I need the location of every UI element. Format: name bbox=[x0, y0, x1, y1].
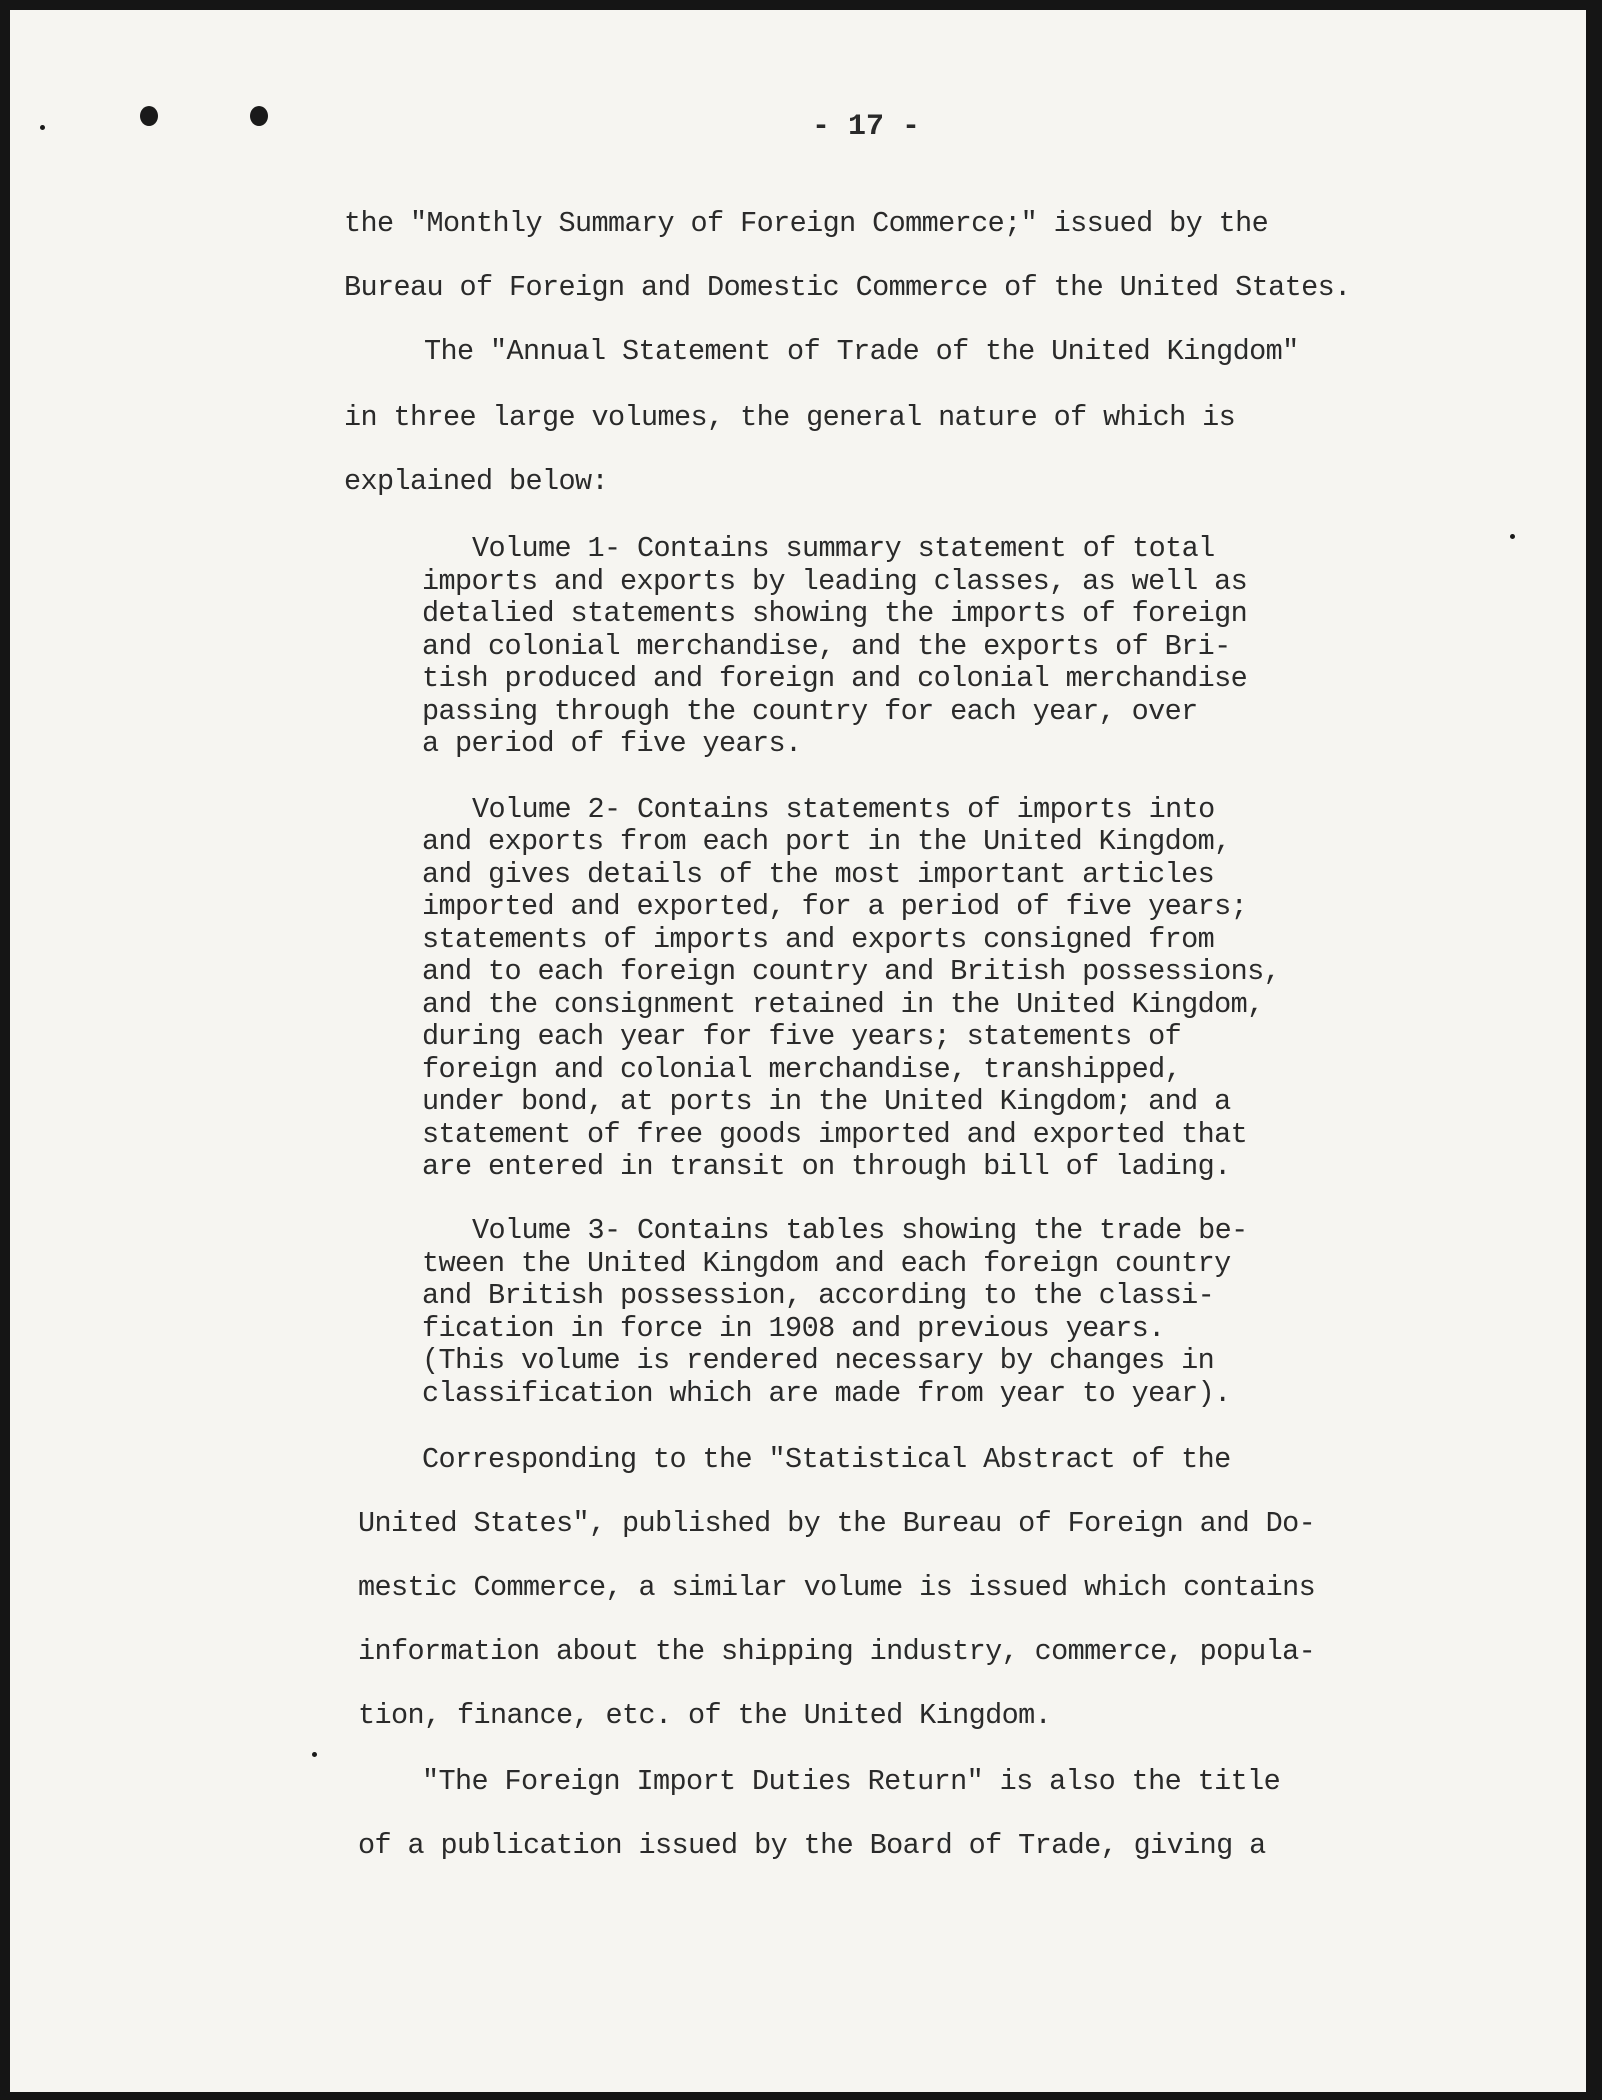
text-line: "The Foreign Import Duties Return" is also the title bbox=[422, 1765, 1281, 1798]
binder-hole-right bbox=[250, 106, 268, 126]
text-line: explained below: bbox=[344, 465, 609, 498]
text-line: mestic Commerce, a similar volume is issued which contains bbox=[358, 1571, 1316, 1604]
text-line: tween the United Kingdom and each foreign country bbox=[422, 1247, 1231, 1280]
text-line: United States", published by the Bureau of Foreign and Do- bbox=[358, 1507, 1316, 1540]
text-line: passing through the country for each year, over bbox=[422, 695, 1198, 728]
speck bbox=[40, 125, 45, 130]
binder-hole-left bbox=[140, 106, 158, 126]
text-line: detalied statements showing the imports of foreign bbox=[422, 597, 1248, 630]
text-line: and colonial merchandise, and the exports of Bri- bbox=[422, 630, 1231, 663]
text-line: Bureau of Foreign and Domestic Commerce of the United States. bbox=[344, 271, 1351, 304]
page-number: - 17 - bbox=[812, 110, 921, 144]
document-page bbox=[10, 10, 1586, 2092]
text-line: and to each foreign country and British possessions, bbox=[422, 955, 1281, 988]
text-line: a period of five years. bbox=[422, 727, 802, 760]
text-line: tish produced and foreign and colonial merchandise bbox=[422, 662, 1248, 695]
text-line: under bond, at ports in the United Kingdom; and a bbox=[422, 1085, 1231, 1118]
text-line: Volume 1- Contains summary statement of total bbox=[472, 532, 1215, 565]
text-line: statements of imports and exports consigned from bbox=[422, 923, 1215, 956]
text-line: Volume 2- Contains statements of imports into bbox=[472, 793, 1215, 826]
text-line: Volume 3- Contains tables showing the trade be- bbox=[472, 1214, 1248, 1247]
text-line: statement of free goods imported and exported that bbox=[422, 1118, 1248, 1151]
text-line: Corresponding to the "Statistical Abstract of the bbox=[422, 1443, 1231, 1476]
text-line: fication in force in 1908 and previous years. bbox=[422, 1312, 1165, 1345]
text-line: imports and exports by leading classes, as well as bbox=[422, 565, 1248, 598]
text-line: and the consignment retained in the United Kingdom, bbox=[422, 988, 1264, 1021]
text-line: of a publication issued by the Board of Trade, giving a bbox=[358, 1829, 1266, 1862]
text-line: and British possession, according to the classi- bbox=[422, 1279, 1215, 1312]
text-line: during each year for five years; statements of bbox=[422, 1020, 1182, 1053]
speck bbox=[1510, 534, 1515, 539]
text-line: The "Annual Statement of Trade of the United Kingdom" bbox=[424, 335, 1299, 368]
text-line: are entered in transit on through bill of lading. bbox=[422, 1150, 1231, 1183]
speck bbox=[312, 1752, 317, 1757]
text-line: imported and exported, for a period of five years; bbox=[422, 890, 1248, 923]
text-line: in three large volumes, the general nature of which is bbox=[344, 401, 1236, 434]
text-line: and gives details of the most important articles bbox=[422, 858, 1215, 891]
text-line: and exports from each port in the United Kingdom, bbox=[422, 825, 1231, 858]
text-line: the "Monthly Summary of Foreign Commerce;" issued by the bbox=[344, 207, 1269, 240]
text-line: tion, finance, etc. of the United Kingdom. bbox=[358, 1699, 1052, 1732]
text-line: information about the shipping industry, commerce, popula- bbox=[358, 1635, 1316, 1668]
text-line: foreign and colonial merchandise, transhipped, bbox=[422, 1053, 1182, 1086]
text-line: (This volume is rendered necessary by changes in bbox=[422, 1344, 1215, 1377]
text-line: classification which are made from year to year). bbox=[422, 1377, 1231, 1410]
